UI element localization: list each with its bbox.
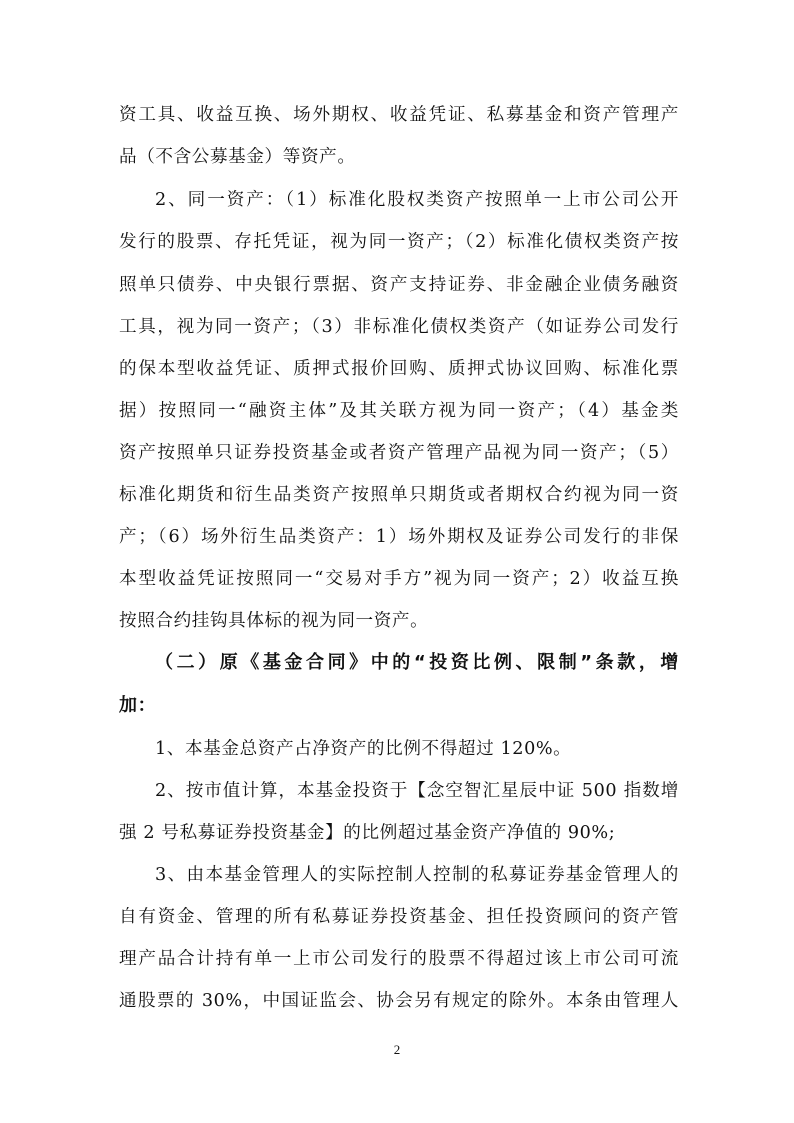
body-text-line: 照单只债券、中央银行票据、资产支持证券、非金融企业债务融资 [119,275,679,295]
body-text-line: 标准化期货和衍生品类资产按照单只期货或者期权合约视为同一资 [119,485,679,505]
body-text-line: 理产品合计持有单一上市公司发行的股票不得超过该上市公司可流 [119,949,679,969]
body-text-line: 据）按照同一“融资主体”及其关联方视为同一资产；（4）基金类 [119,401,679,421]
body-text-line: 2、同一资产：（1）标准化股权类资产按照单一上市公司公开 [155,190,679,210]
body-text-line: 2、按市值计算，本基金投资于【念空智汇星辰中证 500 指数增 [155,781,679,801]
body-text-line: 资产按照单只证券投资基金或者资产管理产品视为同一资产；（5） [119,443,679,463]
body-text-line: 发行的股票、存托凭证，视为同一资产；（2）标准化债权类资产按 [119,232,679,252]
body-text-line: 品（不含公募基金）等资产。 [119,147,356,167]
section-heading: （二）原《基金合同》中的“投资比例、限制”条款，增 [155,652,679,673]
body-text-line: 工具，视为同一资产；（3）非标准化债权类资产（如证券公司发行 [119,317,679,337]
section-heading-continuation: 加： [119,695,157,716]
body-text-line: 强 2 号私募证券投资基金】的比例超过基金资产净值的 90%; [119,823,616,843]
body-text-line: 本型收益凭证按照同一“交易对手方”视为同一资产；2）收益互换 [119,569,679,589]
page-number: 2 [393,1042,401,1057]
body-text-line: 的保本型收益凭证、质押式报价回购、质押式协议回购、标准化票 [119,359,679,379]
body-text-line: 3、由本基金管理人的实际控制人控制的私募证券基金管理人的 [155,865,679,885]
body-text-line: 通股票的 30%，中国证监会、协会另有规定的除外。本条由管理人 [119,991,679,1011]
body-text-line: 产；（6）场外衍生品类资产：1）场外期权及证券公司发行的非保 [119,527,679,547]
body-text-line: 自有资金、管理的所有私募证券投资基金、担任投资顾问的资产管 [119,907,679,927]
body-text-line: 按照合约挂钩具体标的视为同一资产。 [119,611,429,631]
body-text-line: 资工具、收益互换、场外期权、收益凭证、私募基金和资产管理产 [119,105,679,125]
body-text-line: 1、本基金总资产占净资产的比例不得超过 120%。 [155,739,572,759]
